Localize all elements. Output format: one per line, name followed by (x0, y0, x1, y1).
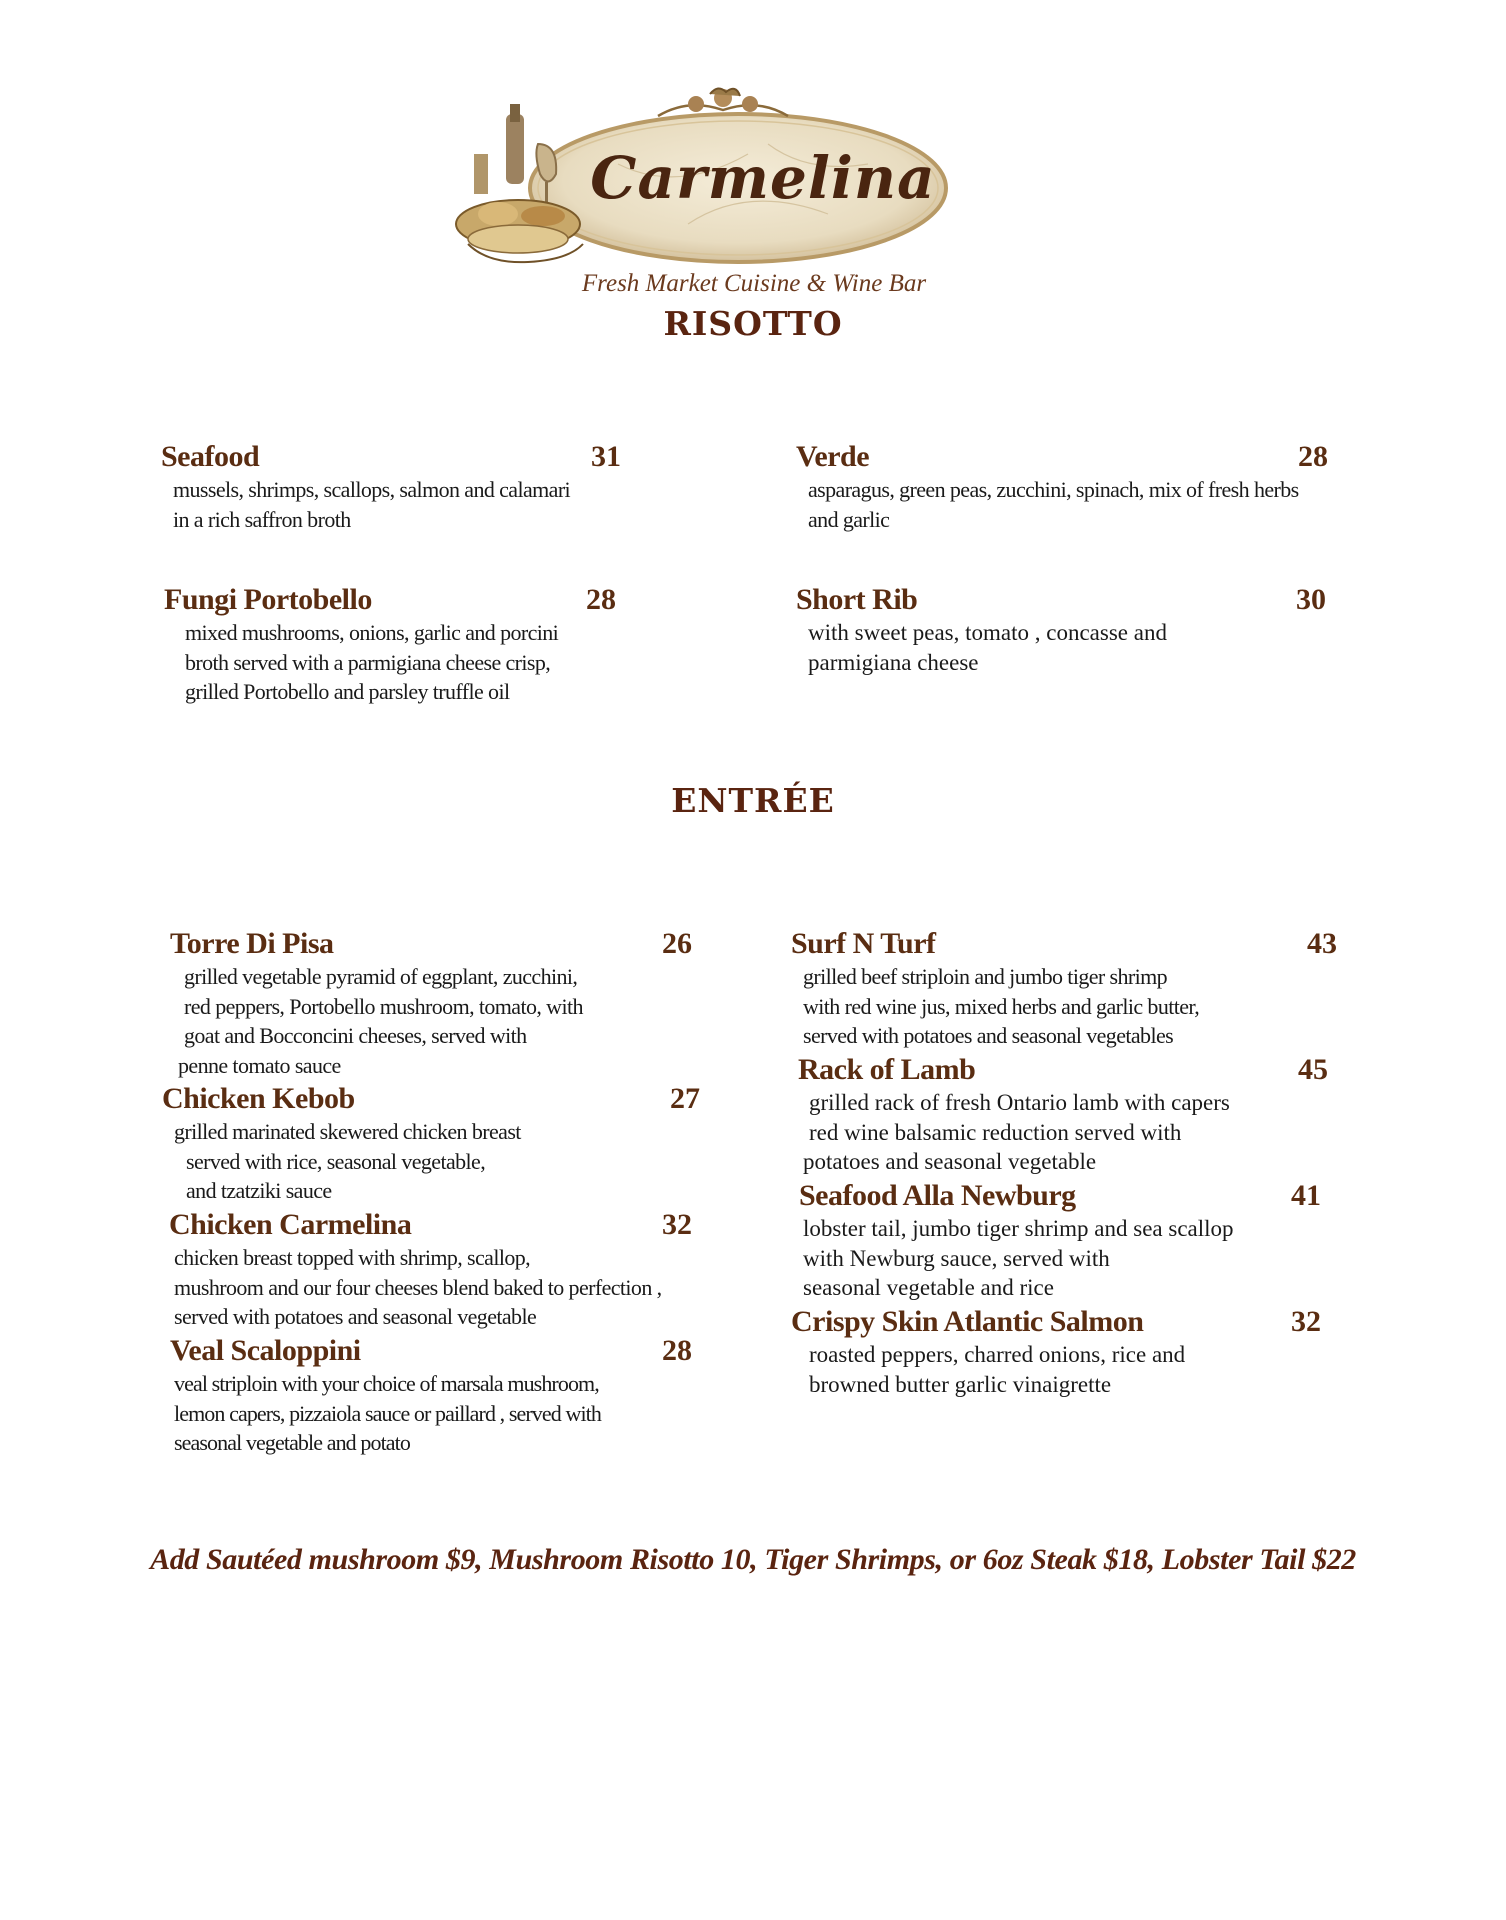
item-desc-line: and garlic (808, 506, 890, 532)
menu-item-seafood-alla-newburg (799, 1178, 1359, 1303)
logo (448, 84, 960, 308)
item-desc-line: and tzatziki sauce (186, 1178, 332, 1203)
menu-item-seafood (161, 439, 621, 534)
item-desc-line: with sweet peas, tomato , concasse and (808, 620, 1167, 645)
item-price: 41 (1291, 1179, 1321, 1212)
item-price: 28 (1298, 440, 1328, 473)
add-ons-note: Add Sautéed mushroom $9, Mushroom Risotto 10, Tiger Shrimps, or 6oz Steak $18, Lobster Tail $22 (150, 1543, 1356, 1576)
item-name: Rack of Lamb (798, 1053, 976, 1086)
item-desc-line: mixed mushrooms, onions, garlic and porcini (185, 620, 559, 645)
item-name: Short Rib (796, 583, 918, 616)
item-desc-line: veal striploin with your choice of marsala mushroom, (174, 1371, 599, 1396)
item-desc-line: parmigiana cheese (808, 649, 979, 675)
item-desc-line: roasted peppers, charred onions, rice and (809, 1342, 1186, 1367)
item-price: 32 (1291, 1305, 1321, 1338)
menu-item-crispy-skin-atlantic-salmon (791, 1304, 1351, 1399)
item-price: 43 (1307, 927, 1337, 960)
item-desc-line: potatoes and seasonal vegetable (803, 1149, 1097, 1174)
item-desc-line: seasonal vegetable and rice (803, 1275, 1054, 1300)
item-desc-line: mushroom and our four cheeses blend baked to perfection , (174, 1274, 662, 1300)
item-price: 28 (586, 583, 616, 616)
item-price: 27 (670, 1082, 700, 1115)
item-price: 31 (591, 440, 621, 473)
item-desc-line: with red wine jus, mixed herbs and garlic butter, (803, 993, 1200, 1019)
item-desc-line: red wine balsamic reduction served with (809, 1119, 1182, 1145)
item-name: Verde (796, 440, 870, 473)
item-price: 45 (1298, 1053, 1328, 1086)
menu-item-torre-di-pisa (170, 926, 710, 1080)
item-name: Fungi Portobello (164, 583, 372, 616)
item-desc-line: lobster tail, jumbo tiger shrimp and sea scallop (803, 1216, 1234, 1241)
item-desc-line: mussels, shrimps, scallops, salmon and calamari (173, 477, 571, 502)
item-name: Chicken Kebob (162, 1082, 355, 1115)
risotto-heading: RISOTTO (663, 304, 843, 343)
item-desc-line: in a rich saffron broth (173, 506, 351, 532)
item-price: 30 (1296, 583, 1326, 616)
item-desc-line: grilled marinated skewered chicken breast (174, 1119, 521, 1144)
item-price: 28 (662, 1334, 692, 1367)
item-desc-line: seasonal vegetable and potato (174, 1430, 410, 1455)
item-desc-line: served with rice, seasonal vegetable, (186, 1148, 486, 1174)
menu-item-surf-n-turf (791, 926, 1351, 1051)
item-desc-line: penne tomato sauce (178, 1052, 341, 1078)
menu-item-short-rib (796, 582, 1356, 677)
item-desc-line: grilled beef striploin and jumbo tiger shrimp (803, 964, 1168, 989)
item-desc-line: served with potatoes and seasonal vegetables (803, 1023, 1174, 1048)
item-desc-line: grilled rack of fresh Ontario lamb with capers (809, 1090, 1230, 1115)
item-desc-line: browned butter garlic vinaigrette (809, 1371, 1112, 1397)
item-name: Crispy Skin Atlantic Salmon (791, 1305, 1144, 1338)
item-desc-line: grilled Portobello and parsley truffle oil (185, 679, 510, 704)
item-price: 32 (662, 1208, 692, 1241)
menu-item-chicken-kebob (162, 1081, 722, 1206)
menu-item-rack-of-lamb (798, 1052, 1358, 1177)
item-desc-line: with Newburg sauce, served with (803, 1245, 1110, 1271)
menu-item-fungi-portobello (164, 582, 624, 707)
item-desc-line: broth served with a parmigiana cheese crisp, (185, 649, 551, 675)
item-desc-line: red peppers, Portobello mushroom, tomato, with (184, 993, 583, 1019)
menu-item-verde (796, 439, 1356, 534)
item-desc-line: grilled vegetable pyramid of eggplant, zucchini, (184, 964, 578, 989)
item-name: Torre Di Pisa (170, 927, 334, 960)
item-name: Seafood (161, 440, 260, 473)
item-name: Chicken Carmelina (169, 1208, 412, 1241)
menu-item-veal-scaloppini (170, 1333, 730, 1458)
item-price: 26 (662, 927, 692, 960)
item-name: Veal Scaloppini (170, 1334, 361, 1367)
entree-heading: ENTRÉE (671, 781, 835, 820)
item-name: Seafood Alla Newburg (799, 1179, 1076, 1212)
logo-leaf-ornament-icon (648, 84, 798, 124)
logo-food-illustration-icon (448, 104, 598, 284)
menu-item-chicken-carmelina (169, 1207, 729, 1332)
item-desc-line: lemon capers, pizzaiola sauce or paillard , served with (174, 1400, 601, 1426)
item-desc-line: chicken breast topped with shrimp, scallop, (174, 1245, 531, 1270)
item-desc-line: asparagus, green peas, zucchini, spinach, mix of fresh herbs (808, 477, 1299, 502)
item-desc-line: goat and Bocconcini cheeses, served with (184, 1023, 527, 1048)
logo-tagline: Fresh Market Cuisine & Wine Bar (581, 270, 927, 297)
item-desc-line: served with potatoes and seasonal vegetable (174, 1304, 537, 1329)
logo-name: Carmelina (590, 144, 936, 212)
item-name: Surf N Turf (791, 927, 936, 960)
